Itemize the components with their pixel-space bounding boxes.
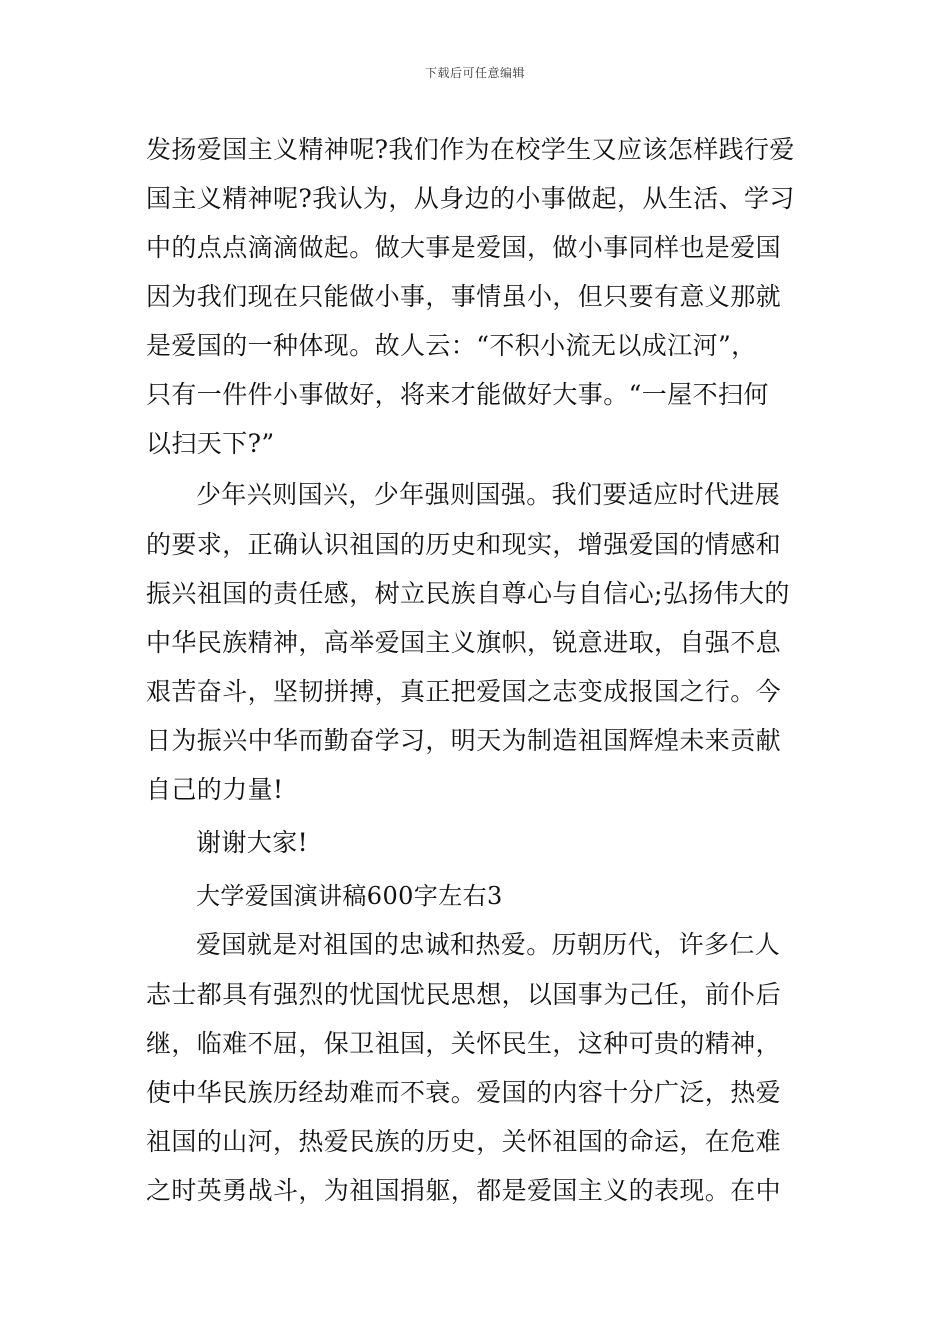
text-line: 只有一件件小事做好，将来才能做好大事。“一屋不扫何 (146, 380, 769, 409)
text-line: 自己的力量! (146, 775, 284, 804)
closing-thanks: 谢谢大家! (196, 828, 309, 857)
text-line: 中华民族精神，高举爱国主义旗帜，锐意进取，自强不息 (146, 628, 782, 657)
text-line: 艰苦奋斗，坚韧拼搏，真正把爱国之志变成报国之行。今 (146, 677, 782, 706)
text-line: 发扬爱国主义精神呢?我们作为在校学生又应该怎样践行爱 (146, 135, 795, 164)
text-line: 之时英勇战斗，为祖国捐躯，都是爱国主义的表现。在中 (146, 1176, 782, 1205)
text-line: 志士都具有强烈的忧国忧民思想，以国事为己任，前仆后 (146, 980, 782, 1009)
page-header: 下载后可任意编辑 (424, 66, 525, 80)
text-line: 以扫天下?” (146, 429, 275, 458)
text-line: 国主义精神呢?我认为，从身边的小事做起，从生活、学习 (146, 184, 795, 213)
text-line: 因为我们现在只能做小事，事情虽小，但只要有意义那就 (146, 282, 782, 311)
text-line: 的要求，正确认识祖国的历史和现实，增强爱国的情感和 (146, 530, 782, 559)
text-line: 继，临难不屈，保卫祖国，关怀民生，这种可贵的精神， (146, 1029, 782, 1058)
text-line: 振兴祖国的责任感，树立民族自尊心与自信心;弘扬伟大的 (146, 579, 790, 608)
text-line: 中的点点滴滴做起。做大事是爱国，做小事同样也是爱国 (146, 233, 782, 262)
text-line: 日为振兴中华而勤奋学习，明天为制造祖国辉煌未来贡献 (146, 726, 782, 755)
paragraph-first-line: 爱国就是对祖国的忠诚和热爱。历朝历代，许多仁人 (196, 930, 781, 959)
text-line: 是爱国的一种体现。故人云：“不积小流无以成江河”， (146, 331, 757, 360)
section-title: 大学爱国演讲稿600字左右3 (196, 882, 503, 910)
paragraph-first-line: 少年兴则国兴，少年强则国强。我们要适应时代进展 (196, 480, 781, 509)
text-line: 祖国的山河，热爱民族的历史，关怀祖国的命运，在危难 (146, 1127, 782, 1156)
text-line: 使中华民族历经劫难而不衰。爱国的内容十分广泛，热爱 (146, 1078, 782, 1107)
